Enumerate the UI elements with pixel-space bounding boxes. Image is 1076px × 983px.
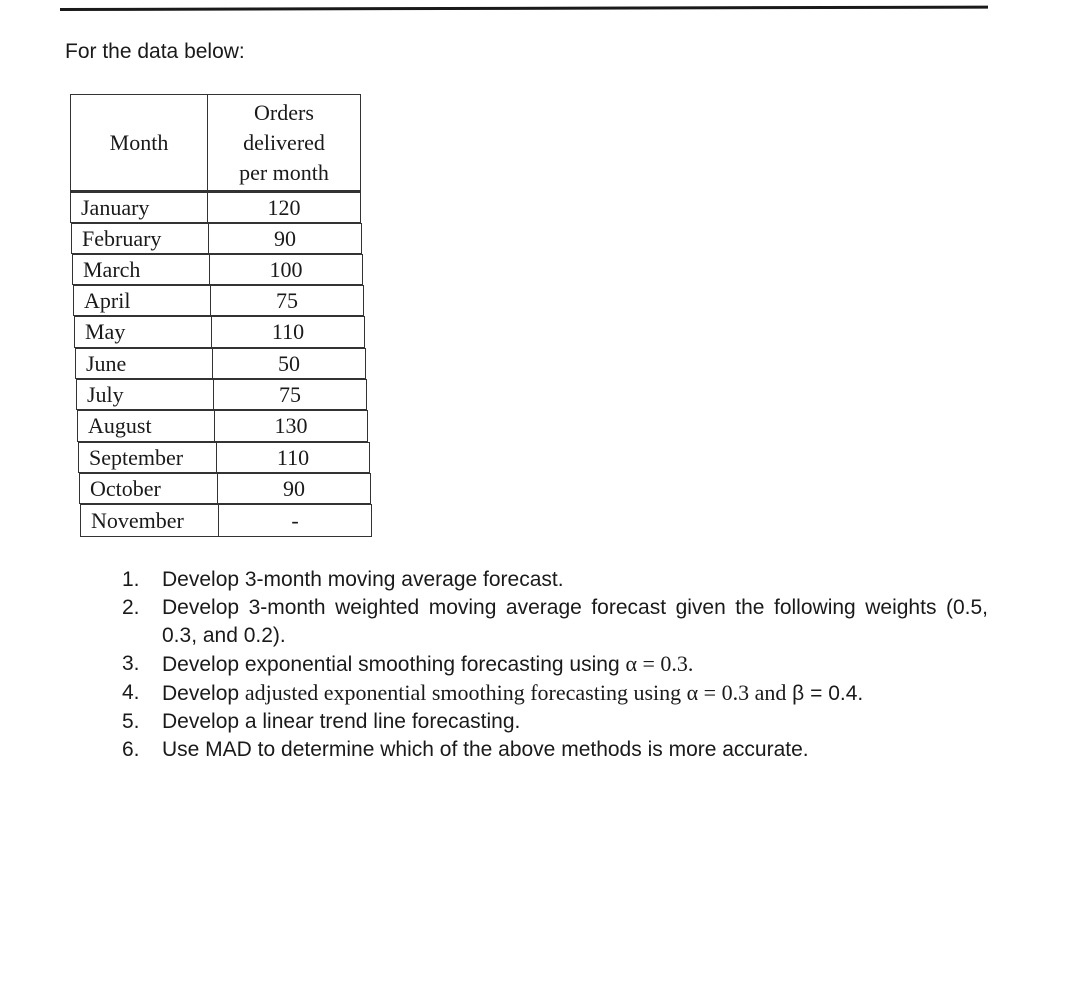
table-row-month: October	[79, 473, 218, 504]
table-row-month: February	[71, 223, 209, 254]
task-formula: β = 0.4.	[786, 682, 864, 705]
task-formula: α = 0.3.	[625, 651, 694, 676]
table-row-orders: 110	[216, 442, 370, 473]
task-number: 6.	[122, 738, 140, 761]
table-row-orders: 75	[210, 285, 364, 316]
intro-text: For the data below:	[65, 40, 245, 63]
table-row-month: January	[70, 192, 208, 223]
task-number: 2.	[122, 596, 140, 619]
header-month: Month	[70, 94, 208, 192]
table-row-month: April	[73, 285, 211, 316]
header-orders	[207, 94, 361, 192]
task-number: 3.	[122, 652, 140, 675]
table-row-orders: 130	[214, 410, 368, 442]
table-row-month: March	[72, 254, 210, 285]
task-text: Develop 3-month moving average forecast.	[162, 568, 564, 591]
task-list	[122, 566, 988, 764]
table-row-month: November	[80, 504, 219, 537]
table-row-month: July	[76, 379, 214, 410]
table-row-orders: 110	[211, 316, 365, 348]
top-rule	[60, 6, 988, 11]
table-row-orders: 90	[217, 473, 371, 504]
task-number: 5.	[122, 710, 140, 733]
table-row-month: August	[77, 410, 215, 442]
orders-table	[68, 94, 373, 539]
list-item	[122, 736, 988, 764]
table-row-orders: 100	[209, 254, 363, 285]
table-row-orders: -	[218, 504, 372, 537]
task-text: Develop 3-month weighted moving average forecast given the following weights (0.5, 0.3, and 0.2).	[162, 596, 988, 647]
table-row-month: June	[75, 348, 213, 379]
table-row-orders: 120	[207, 192, 361, 223]
list-item	[122, 566, 988, 594]
task-number: 4.	[122, 681, 140, 704]
list-item	[122, 708, 988, 736]
table-row-orders: 50	[212, 348, 366, 379]
task-text: Use MAD to determine which of the above methods is more accurate.	[162, 738, 809, 761]
header-orders-line1: Orders	[254, 99, 314, 125]
task-text: Develop	[162, 682, 245, 705]
task-number: 1.	[122, 568, 140, 591]
list-item	[122, 594, 988, 650]
header-orders-line2: delivered	[243, 129, 325, 155]
task-text: Develop exponential smoothing forecasting using	[162, 653, 626, 676]
list-item	[122, 679, 988, 708]
header-orders-line3: per month	[239, 159, 329, 185]
list-item	[122, 650, 988, 679]
table-row-month: May	[74, 316, 212, 348]
table-row-month: September	[78, 442, 217, 473]
table-row-orders: 75	[213, 379, 367, 410]
table-row-orders: 90	[208, 223, 362, 254]
task-text: Develop a linear trend line forecasting.	[162, 710, 521, 733]
task-text-serif: adjusted exponential smoothing forecasting using α = 0.3 and	[244, 680, 787, 705]
